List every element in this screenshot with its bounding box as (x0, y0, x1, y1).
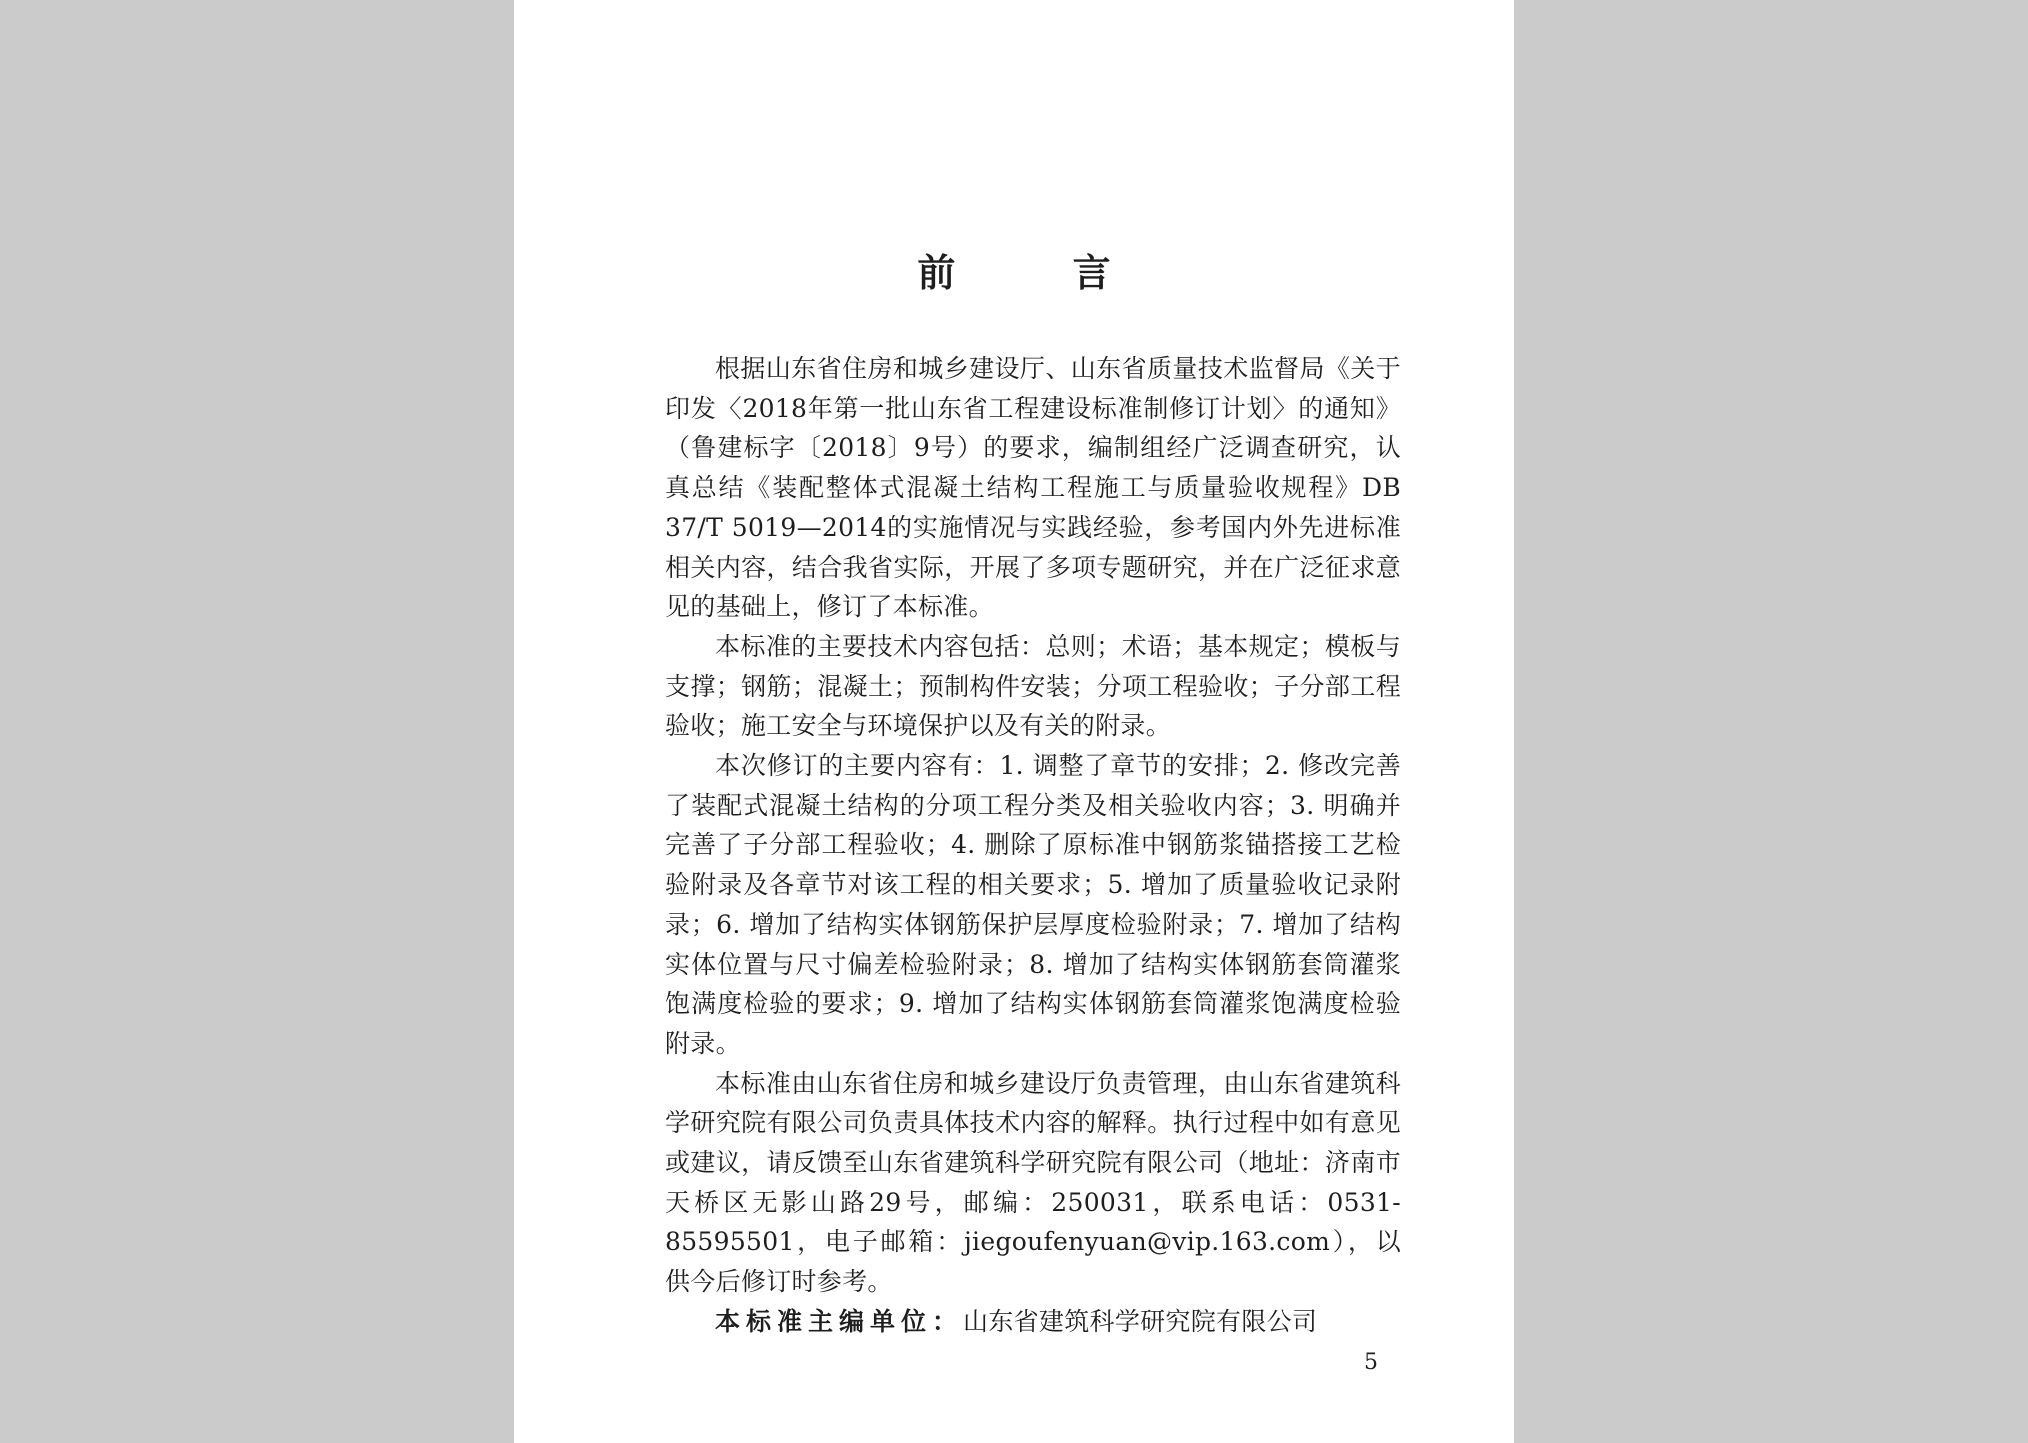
paragraph-revision-content: 本次修订的主要内容有：1. 调整了章节的安排；2. 修改完善了装配式混凝土结构的分项工程分类及相关验收内容；3. 明确并完善了子分部工程验收；4. 删除了原标准中钢筋浆锚搭接工艺检验附录及各章节对该工程的相关要求；5. 增加了质量验收记录附录；6. 增加了结构实体钢筋保护层厚度检验附录；7. 增加了结构实体位置与尺寸偏差检验附录；8. 增加了结构实体钢筋套筒灌浆饱满度检验的要求；9. 增加了结构实体钢筋套筒灌浆饱满度检验附录。 (665, 751, 1401, 1058)
chief-editor-value: 山东省建筑科学研究院有限公司 (963, 1306, 1318, 1336)
document-page (514, 0, 1514, 1443)
document-body (665, 349, 1401, 1342)
paragraph-technical-content: 本标准的主要技术内容包括：总则；术语；基本规定；模板与支撑；钢筋；混凝土；预制构件安装；分项工程验收；子分部工程验收；施工安全与环境保护以及有关的附录。 (665, 631, 1401, 741)
page-number: 5 (1364, 1350, 1378, 1375)
page-title: 前 言 (917, 250, 1163, 295)
chief-editor-label: 本标准主编单位： (715, 1306, 964, 1336)
paragraph-management: 本标准由山东省住房和城乡建设厅负责管理，由山东省建筑科学研究院有限公司负责具体技术内容的解释。执行过程中如有意见或建议，请反馈至山东省建筑科学研究院有限公司（地址：济南市天桥区无影山路29号，邮编：250031，联系电话：0531-85595501，电子邮箱：jiegoufenyuan@vip.163.com），以供今后修订时参考。 (665, 1068, 1401, 1297)
paragraph-basis: 根据山东省住房和城乡建设厅、山东省质量技术监督局《关于印发〈2018年第一批山东省工程建设标准制修订计划〉的通知》（鲁建标字〔2018〕9号）的要求，编制组经广泛调查研究，认真总结《装配整体式混凝土结构工程施工与质量验收规程》DB 37/T 5019—2014的实施情况与实践经验，参考国内外先进标准相关内容，结合我省实际，开展了多项专题研究，并在广泛征求意见的基础上，修订了本标准。 (665, 354, 1401, 622)
chief-editor-line (665, 1302, 1401, 1342)
